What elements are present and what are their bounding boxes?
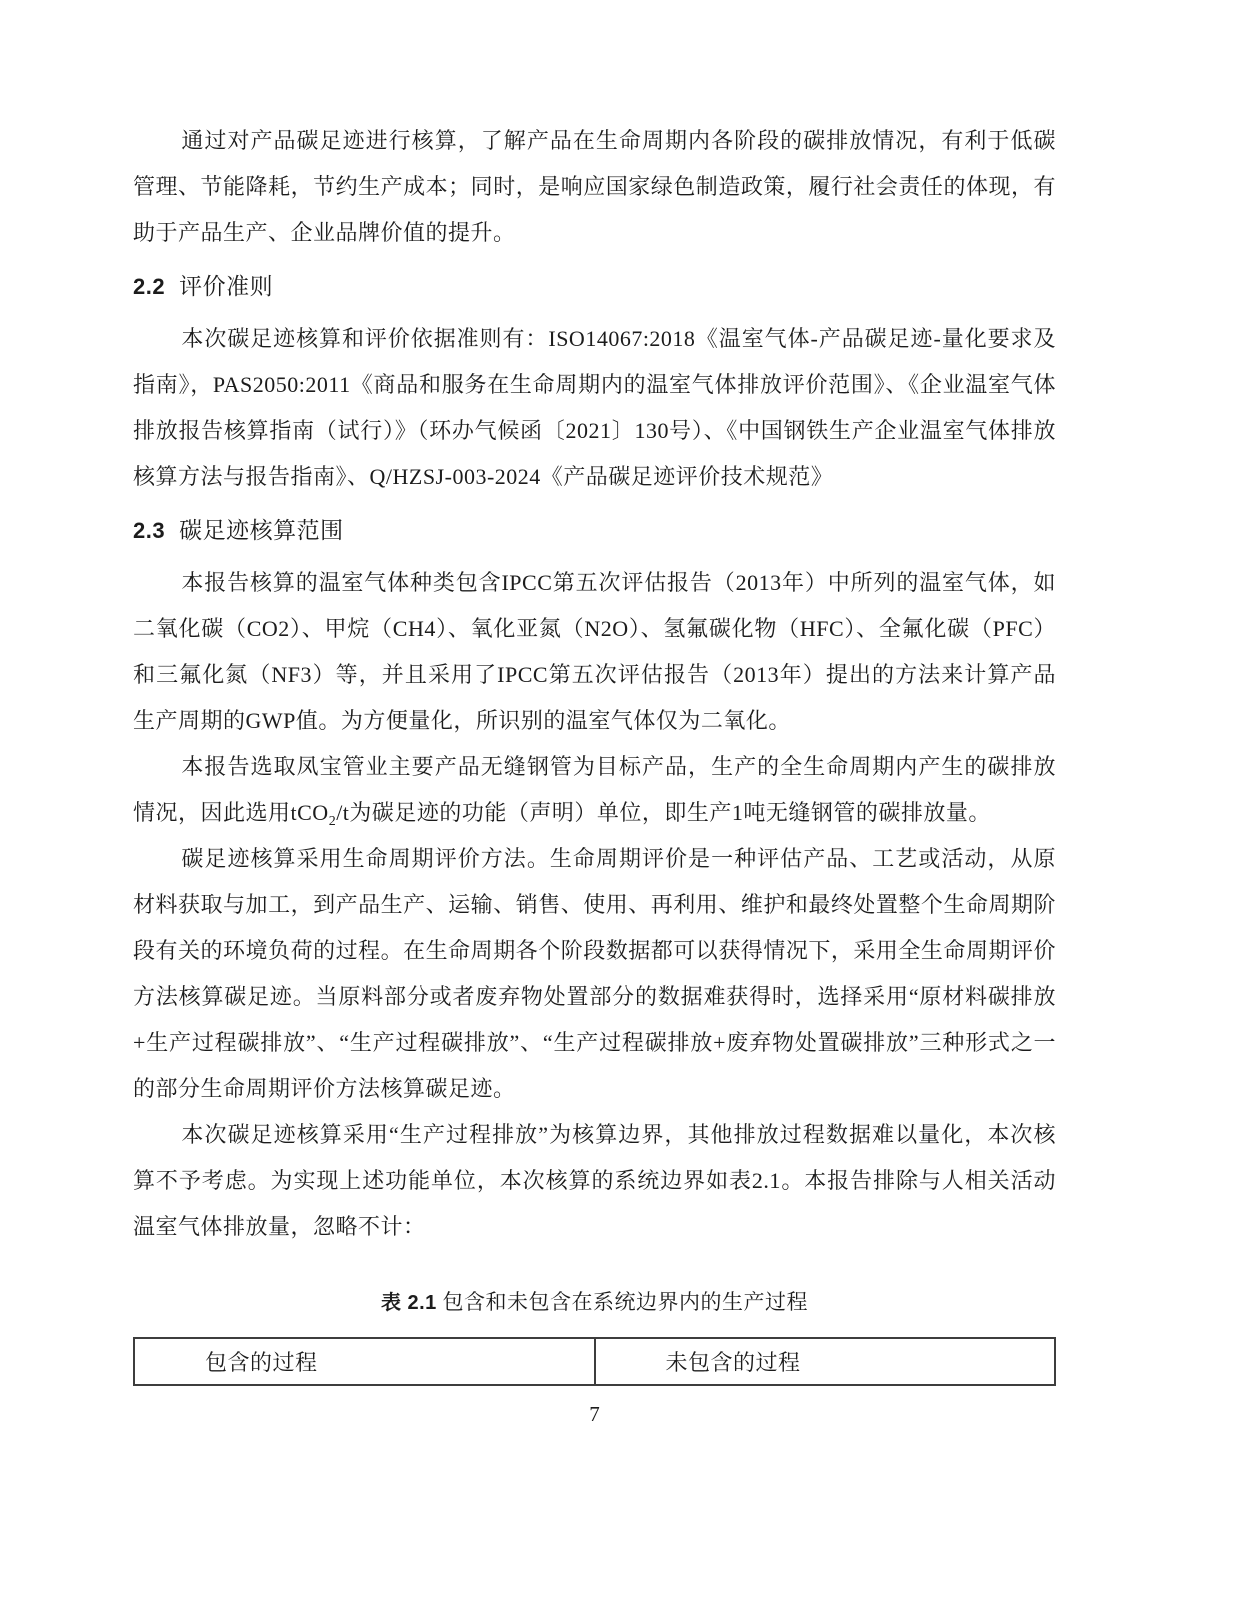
system-boundary-table	[133, 1337, 1056, 1386]
section-number: 2.2	[133, 274, 166, 299]
page-number: 7	[589, 1402, 600, 1426]
paragraph-criteria: 本次碳足迹核算和评价依据准则有：ISO14067:2018《温室气体-产品碳足迹-量化要求及指南》，PAS2050:2011《商品和服务在生命周期内的温室气体排放评价范围》、《企业温室气体排放报告核算指南（试行）》（环办气候函〔2021〕130号）、《中国钢铁生产企业温室气体排放核算方法与报告指南》、Q/HZSJ-003-2024《产品碳足迹评价技术规范》	[133, 326, 1056, 489]
section-title: 碳足迹核算范围	[179, 518, 344, 543]
paragraph-intro: 通过对产品碳足迹进行核算，了解产品在生命周期内各阶段的碳排放情况，有利于低碳管理、节能降耗，节约生产成本；同时，是响应国家绿色制造政策，履行社会责任的体现，有 助于产品生产、企业品牌价值的提升。	[133, 128, 1056, 245]
paragraph-lca-method: 碳足迹核算采用生命周期评价方法。生命周期评价是一种评估产品、工艺或活动，从原材料获取与加工，到产品生产、运输、销售、使用、再利用、维护和最终处置整个生命周期阶段有关的环境负荷的过程。在生命周期各个阶段数据都可以获得情况下，采用全生命周期评价方法核算碳足迹。当原料部分或者废弃物处置部分的数据难获得时，选择采用“原材料碳排放+生产过程碳排放”、“生产过程碳排放”、“生产过程碳排放+废弃物处置碳排放”三种形式之一的部分生命周期评价方法核算碳足迹。	[133, 846, 1056, 1101]
paragraph-text-after-subscript: /t为碳足迹的功能（声明）单位，即生产1吨无缝钢管的碳排放量。	[336, 800, 991, 825]
paragraph-text-before-subscript: 本报告选取凤宝管业主要产品无缝钢管为目标产品，生产的全生命周期内产生的碳排放情况，因此选用tCO	[133, 754, 1056, 825]
paragraph-ghg-types: 本报告核算的温室气体种类包含IPCC第五次评估报告（2013年）中所列的温室气体，如二氧化碳（CO2）、甲烷（CH4）、氧化亚氮（N2O）、氢氟碳化物（HFC）、全氟化碳（PFC）和三氟化氮（NF3）等，并且采用了IPCC第五次评估报告（2013年）提出的方法来计算产品生产周期的GWP值。为方便量化，所识别的温室气体仅为二氧化。	[133, 570, 1056, 733]
table-header-excluded: 未包含的过程	[595, 1338, 1056, 1385]
section-title: 评价准则	[179, 274, 274, 299]
paragraph-product-unit	[133, 744, 1056, 836]
table-caption-text: 包含和未包含在系统边界内的生产过程	[442, 1290, 809, 1314]
section-number: 2.3	[133, 518, 166, 543]
table-caption	[133, 1286, 1056, 1319]
table-caption-number: 表 2.1	[380, 1292, 437, 1314]
table-header-included: 包含的过程	[134, 1338, 595, 1385]
paragraph-boundary: 本次碳足迹核算采用“生产过程排放”为核算边界，其他排放过程数据难以量化，本次核算不予考虑。为实现上述功能单位，本次核算的系统边界如表2.1。本报告排除与人相关活动温室气体排放量，忽略不计：	[133, 1122, 1056, 1239]
co2-subscript: 2	[328, 814, 337, 829]
section-heading-2-2	[133, 264, 1056, 310]
section-heading-2-3	[133, 508, 1056, 554]
table-header-row	[134, 1338, 1055, 1385]
